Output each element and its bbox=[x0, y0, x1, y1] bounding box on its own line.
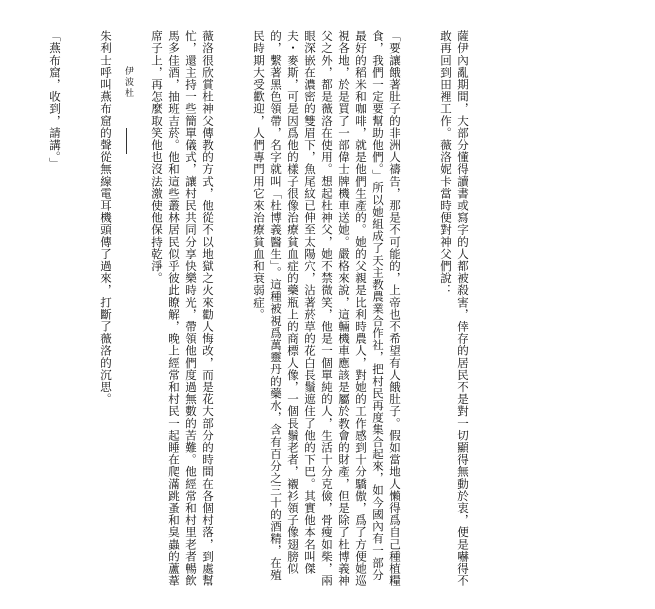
paragraph-4: 朱利士呼叫燕布窟的聲從無線電耳機頭傳了過來，打斷了薇洛的沉思。 bbox=[99, 30, 113, 406]
running-head: 伊波杜 bbox=[123, 66, 133, 99]
paragraph-1: 薩伊內亂期間，大部分懂得讀書或寫字的人都被殺害，倖存的居民不是對一切顯得無動於衷，便是嚇得不敢再回到田裡工作。薇洛妮卡當時便對神父們說： bbox=[439, 30, 470, 587]
paragraph-3: 薇洛很欣賞杜神父傳教的方式，他從不以地獄之火來勸人悔改，而是花大部分的時間在各個村落，到處幫忙，還主持一些簡單儀式，讓村民共同分享快樂時光，帶領他們度過無數的苦難。他經常和村里老者暢飲馬多佳酒，抽班吉菸。他和這些叢林居民似乎彼此瞭解，晚上經常和村民一起睡在爬滿跳蚤和臭蟲的蘆葦席子上，再怎麼取笑他也沒法激使他保持乾淨。 bbox=[150, 30, 215, 587]
paragraph-5: 「燕布窟，收到，請講。」 bbox=[48, 30, 62, 170]
paragraph-2: 「要讓餓著肚子的非洲人禱告，那是不可能的，上帝也不希望有人餓肚子。假如當地人懶得爲自己種植糧食，我們一定要幫助他們。」所以她組成了天主教農業合作社，把村民再度集合起來，如今國內有一部分最好的稻米和咖啡，就是他們生產的。她的父親是比利時農人，對她的工作感到十分驕傲，爲了方便她巡視各地，於是買了一部偉士牌機車送她。嚴格來說，這輛機車應該是屬於教會的財產，但是除了杜博義神父之外，都是薇洛在使用。想起杜神父，她不禁微笑，他是一個單純的人，生活十分克儉，骨瘦如柴，兩眼深嵌在濃密的雙眉下，魚尾紋已伸至太陽穴，沾著菸草的花白長鬚遮住了他的下巴。其實他本名叫傑夫・麥斯，可是因爲他的樣子很像治療貧血症的藥瓶上的商標人像，一個長鬚老者，襯衫領子像翅膀似的，繫著黑色領帶，名字就叫「杜博義醫生」。這種被視爲萬靈丹的藥水，含有百分之三十的酒精，在殖民時期大受歡迎，人們專門用它來治療貧血和衰弱症。 bbox=[252, 30, 402, 587]
